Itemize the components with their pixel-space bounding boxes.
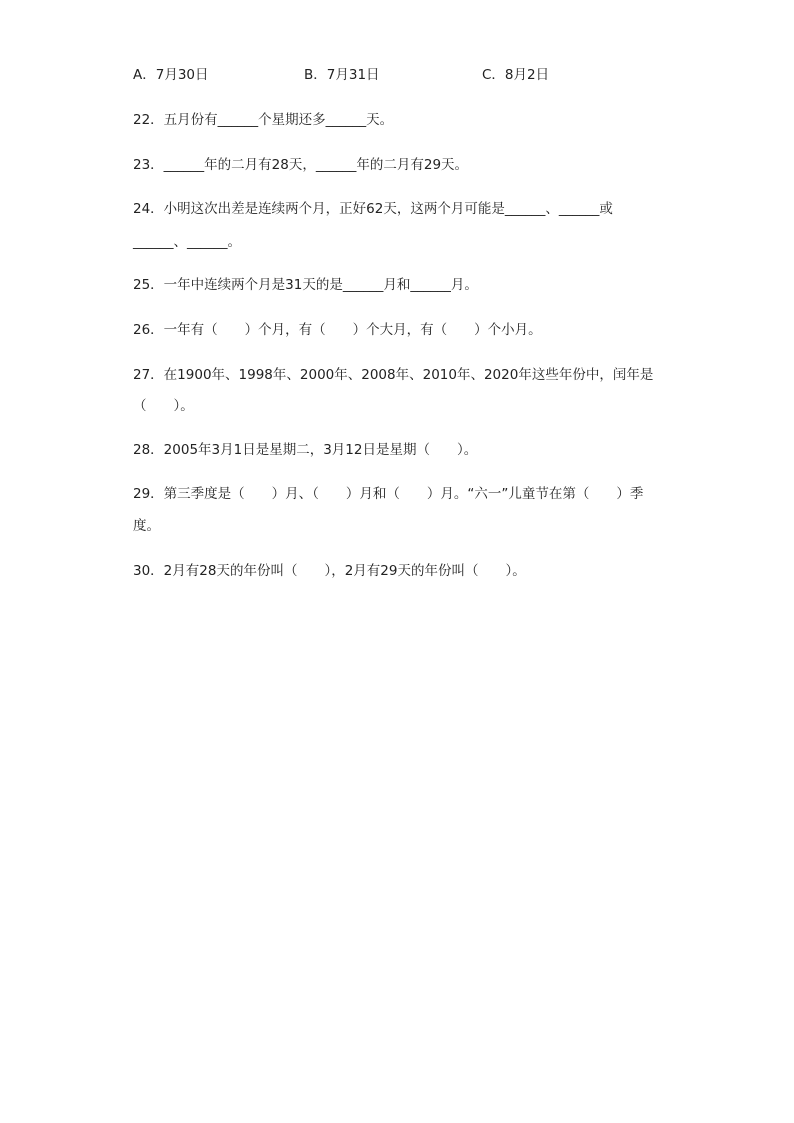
question-25: 25．一年中连续两个月是31天的是______月和______月。 — [133, 277, 478, 293]
question-23: 23．______年的二月有28天，______年的二月有29天。 — [133, 157, 469, 173]
question-29-line-1: 29．第三季度是（ ）月、（ ）月和（ ）月。“六一”儿童节在第（ ）季 — [133, 486, 644, 502]
question-22: 22．五月份有______个星期还多______天。 — [133, 112, 394, 128]
question-29-line-2: 度。 — [133, 518, 160, 534]
question-27-line-1: 27．在1900年、1998年、2000年、2008年、2010年、2020年这些年份中，闰年是 — [133, 367, 654, 383]
question-27-line-2: （ ）。 — [133, 398, 194, 414]
option-c[interactable]: C．8月2日 — [482, 67, 550, 83]
question-24-line-2: ______、______。 — [133, 234, 241, 250]
option-a[interactable]: A．7月30日 — [133, 67, 209, 83]
question-24-line-1: 24．小明这次出差是连续两个月，正好62天，这两个月可能是______、______或 — [133, 201, 613, 217]
question-28: 28．2005年3月1日是星期二，3月12日是星期（ ）。 — [133, 442, 478, 458]
question-30: 30．2月有28天的年份叫（ ），2月有29天的年份叫（ ）。 — [133, 563, 526, 579]
option-b[interactable]: B．7月31日 — [304, 67, 380, 83]
question-26: 26．一年有（ ）个月，有（ ）个大月，有（ ）个小月。 — [133, 322, 542, 338]
